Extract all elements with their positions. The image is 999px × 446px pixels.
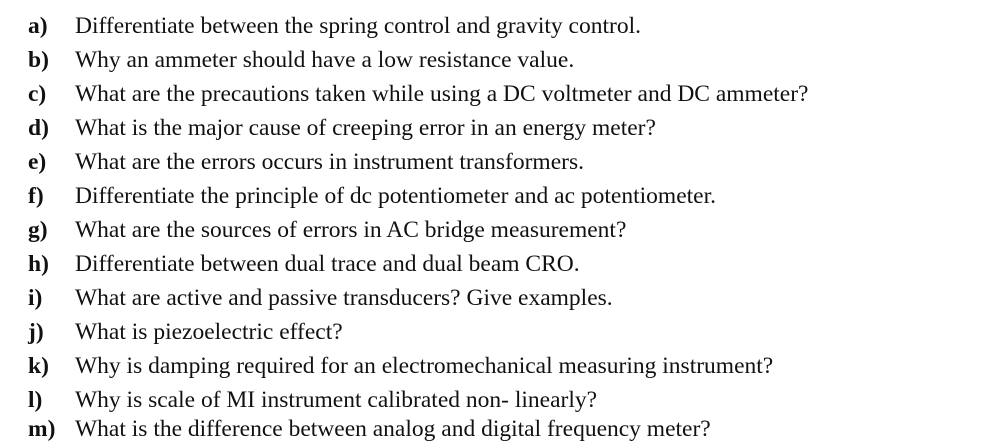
- question-text: What is the major cause of creeping error in an energy meter?: [75, 115, 656, 141]
- question-letter: e): [28, 149, 47, 175]
- question-letter: c): [28, 81, 47, 107]
- question-letter: j): [28, 319, 44, 345]
- question-item: [28, 111, 808, 145]
- question-item: [28, 315, 808, 349]
- cut-off-text: What is the difference between analog and digital frequency meter?: [75, 416, 711, 442]
- question-item: [28, 349, 808, 383]
- question-letter: a): [28, 13, 48, 39]
- question-item: [28, 9, 808, 43]
- question-letter: l): [28, 387, 43, 413]
- question-letter: d): [28, 115, 49, 141]
- question-text: Differentiate the principle of dc potentiometer and ac potentiometer.: [75, 183, 716, 209]
- question-item: [28, 145, 808, 179]
- question-text: Differentiate between the spring control and gravity control.: [75, 13, 641, 39]
- question-letter: k): [28, 353, 49, 379]
- question-text: What are active and passive transducers? Give examples.: [75, 285, 613, 311]
- question-text: Why is scale of MI instrument calibrated non- linearly?: [75, 387, 598, 413]
- question-list: [28, 9, 808, 417]
- question-letter: f): [28, 183, 44, 209]
- question-item: [28, 247, 808, 281]
- question-item: [28, 179, 808, 213]
- cut-off-question: [28, 412, 711, 446]
- question-text: What are the precautions taken while using a DC voltmeter and DC ammeter?: [75, 81, 809, 107]
- question-text: Why is damping required for an electromechanical measuring instrument?: [75, 353, 774, 379]
- question-text: Why an ammeter should have a low resistance value.: [75, 47, 575, 73]
- question-letter: i): [28, 285, 43, 311]
- question-item: [28, 77, 808, 111]
- question-item: [28, 281, 808, 315]
- question-letter: b): [28, 47, 49, 73]
- question-item: [28, 213, 808, 247]
- question-text: What is piezoelectric effect?: [75, 319, 343, 345]
- question-letter: h): [28, 251, 49, 277]
- question-item: [28, 43, 808, 77]
- question-text: What are the sources of errors in AC bridge measurement?: [75, 217, 627, 243]
- cut-off-letter: m): [28, 416, 56, 442]
- question-text: Differentiate between dual trace and dual beam CRO.: [75, 251, 580, 277]
- question-text: What are the errors occurs in instrument transformers.: [75, 149, 584, 175]
- question-letter: g): [28, 217, 48, 243]
